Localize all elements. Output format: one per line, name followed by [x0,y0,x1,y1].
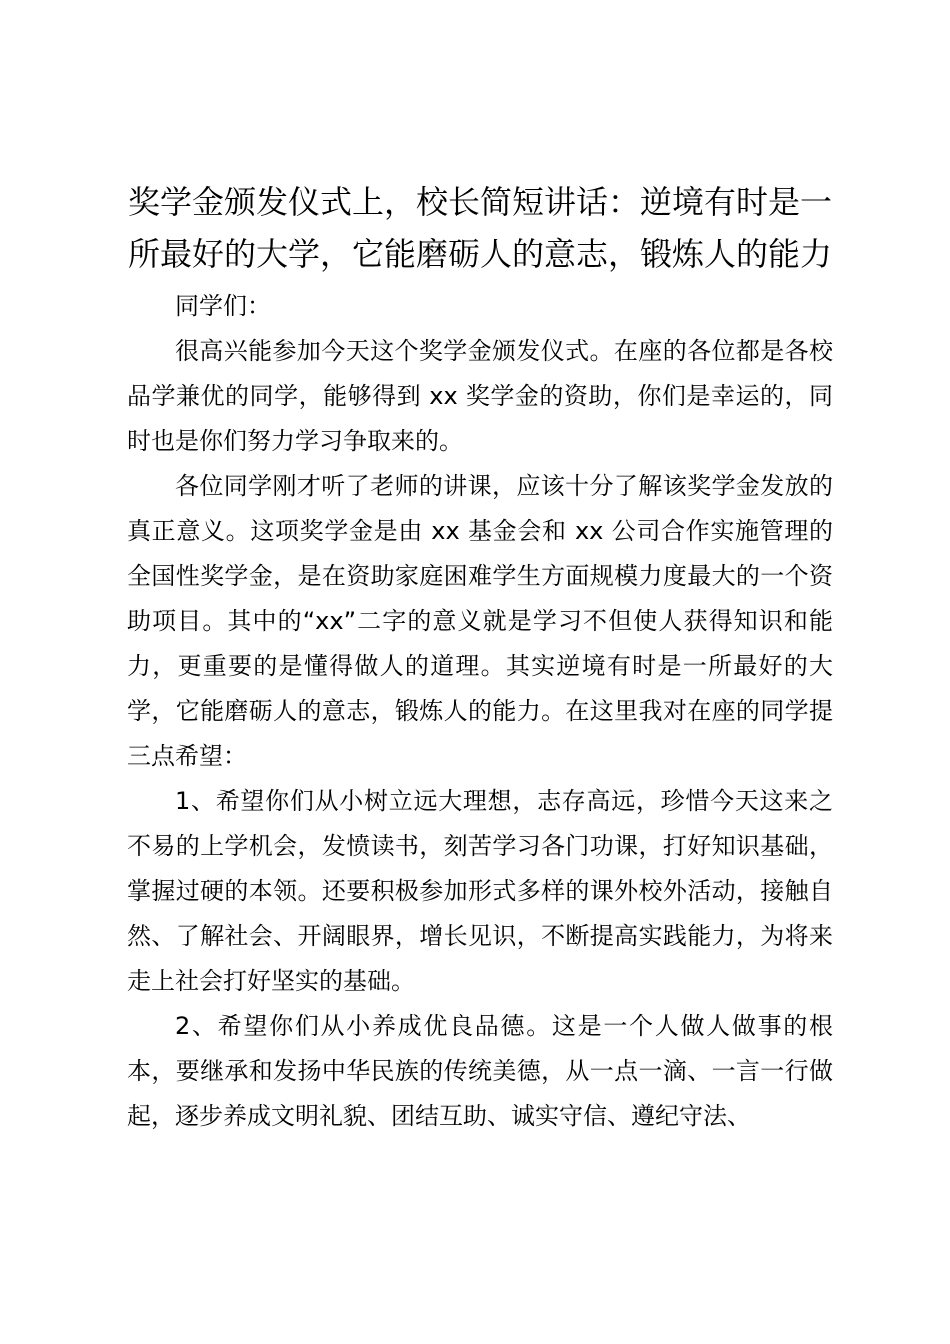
salutation: 同学们： [175,292,271,320]
body-paragraph: 很高兴能参加今天这个奖学金颁发仪式。在座的各位都是各校品学兼优的同学，能够得到 xx 奖学金的资助，你们是幸运的，同时也是你们努力学习争取来的。 [127,337,833,455]
hope-item-1: 1、希望你们从小树立远大理想，志存高远，珍惜今天这来之不易的上学机会，发愤读书，刻苦学习各门功课，打好知识基础，掌握过硬的本领。还要积极参加形式多样的课外校外活动，接触自然、了解社会、开阔眼界，增长见识，不断提高实践能力，为将来走上社会打好坚实的基础。 [127,787,833,995]
document-page [127,176,833,1139]
hope-item-2: 2、希望你们从小养成优良品德。这是一个人做人做事的根本，要继承和发扬中华民族的传统美德，从一点一滴、一言一行做起，逐步养成文明礼貌、团结互助、诚实守信、遵纪守法、 [127,1012,833,1130]
body-paragraph: 各位同学刚才听了老师的讲课，应该十分了解该奖学金发放的真正意义。这项奖学金是由 xx 基金会和 xx 公司合作实施管理的全国性奖学金，是在资助家庭困难学生方面规模力度最大的一个资助项目。其中的“xx”二字的意义就是学习不但使人获得知识和能力，更重要的是懂得做人的道理。其实逆境有时是一所最好的大学，它能磨砺人的意志，锻炼人的能力。在这里我对在座的同学提三点希望： [127,472,833,770]
document-title: 奖学金颁发仪式上，校长简短讲话：逆境有时是一所最好的大学，它能磨砺人的意志，锻炼人的能力 [127,183,832,273]
